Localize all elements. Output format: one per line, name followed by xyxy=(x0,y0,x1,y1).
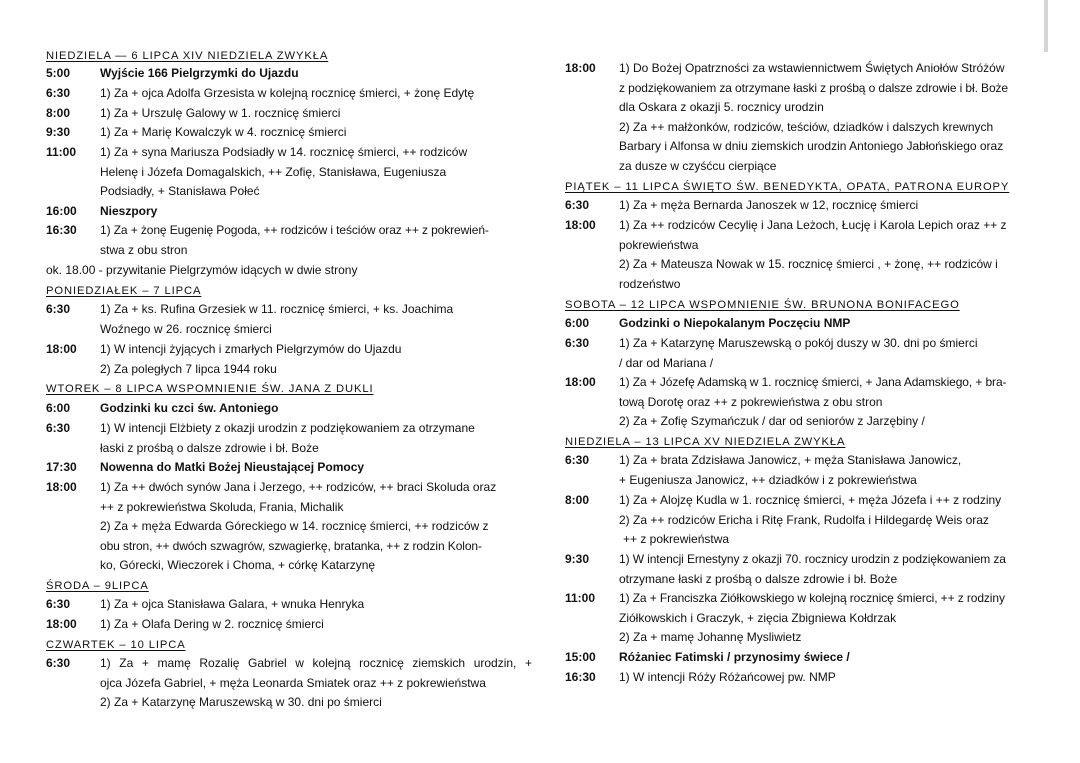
day-header-thursday-10: CZWARTEK – 10 LIPCA xyxy=(46,639,186,651)
mass-intention: 1) Za + ojca Adolfa Grzesista w kolejną rocznicę śmierci, + żonę Edytę xyxy=(100,86,475,100)
mass-time: 18:00 xyxy=(46,617,77,631)
mass-intention-cont: ++ z pokrewieństwa Skoluda, Frania, Michalik xyxy=(100,499,344,514)
mass-time: 11:00 xyxy=(565,591,596,605)
mass-intention: 2) Za ++ małżonków, rodziców, teściów, dziadków i dalszych krewnych xyxy=(619,119,994,134)
mass-intention: 2) Za + Zofię Szymańczuk / dar od seniorów z Jarzębiny / xyxy=(619,414,925,429)
mass-entry xyxy=(46,84,532,104)
mass-time: 8:00 xyxy=(46,106,71,120)
mass-entry xyxy=(46,419,532,458)
day-header-monday-7: PONIEDZIAŁEK – 7 LIPCA xyxy=(46,285,202,297)
mass-intention-cont: Barbary i Alfonsa w dniu ziemskich urodzin Antoniego Jabłońskiego oraz xyxy=(619,139,1004,154)
day-header-sunday-13: NIEDZIELA – 13 LIPCA XV NIEDZIELA ZWYKŁA xyxy=(565,436,846,448)
mass-intention: 1) Za + syna Mariusza Podsiadły w 14. rocznicę śmierci, ++ rodziców xyxy=(100,145,468,159)
mass-intention: 1) W intencji Elżbiety z okazji urodzin z podziękowaniem za otrzymane xyxy=(100,421,475,435)
mass-intention: 1) Za + Alojzę Kudla w 1. rocznicę śmierci, + męża Józefa i ++ z rodziny xyxy=(619,493,1002,507)
mass-entry xyxy=(46,64,532,84)
mass-intention-cont: Ziółkowskich i Graczyk, + zięcia Zbigniewa Kołdrzak xyxy=(619,610,897,625)
note-text: ok. 18.00 - przywitanie Pielgrzymów idących w dwie strony xyxy=(46,263,358,277)
mass-intention-cont: stwa z obu stron xyxy=(100,242,188,257)
mass-intention: 1) W intencji Róży Różańcowej pw. NMP xyxy=(619,670,836,684)
mass-intention: Nowenna do Matki Bożej Nieustającej Pomocy xyxy=(100,460,365,474)
mass-entry xyxy=(46,300,532,339)
mass-intention: 1) Za + Olafa Dering w 2. rocznicę śmierci xyxy=(100,617,324,631)
mass-entry xyxy=(565,491,1065,550)
mass-entry xyxy=(565,314,1065,334)
mass-intention: 2) Za + Mateusza Nowak w 15. rocznicę śmierci , + żonę, ++ rodziców i xyxy=(619,257,998,272)
mass-entry xyxy=(46,399,532,419)
mass-time: 18:00 xyxy=(46,480,77,494)
mass-time: 11:00 xyxy=(46,145,77,159)
mass-entry xyxy=(565,648,1065,668)
mass-entry xyxy=(46,340,532,379)
scrollbar[interactable] xyxy=(1044,0,1048,52)
mass-entry xyxy=(46,458,532,478)
mass-intention-cont: pokrewieństwa xyxy=(619,237,699,252)
pilgrim-note xyxy=(46,261,532,281)
day-header-tuesday-8: WTOREK – 8 LIPCA WSPOMNIENIE ŚW. JANA Z DUKLI xyxy=(46,383,374,395)
mass-time: 6:30 xyxy=(565,336,590,350)
mass-intention: 1) Za + żonę Eugenię Pogoda, ++ rodziców i teściów oraz ++ z pokrewień- xyxy=(100,223,489,237)
mass-time: 16:30 xyxy=(565,670,596,684)
mass-time: 6:30 xyxy=(46,302,71,316)
mass-time: 16:00 xyxy=(46,204,77,218)
mass-intention-cont: ko, Górecki, Wieczorek i Choma, + córkę Katarzynę xyxy=(100,558,376,573)
mass-entry xyxy=(46,104,532,124)
mass-intention: Godzinki o Niepokalanym Poczęciu NMP xyxy=(619,316,851,330)
mass-intention: Różaniec Fatimski / przynosimy świece / xyxy=(619,650,850,664)
mass-intention-cont: + Eugeniusza Janowicz, ++ dziadków i z pokrewieństwa xyxy=(619,472,917,487)
mass-intention: 2) Za + męża Edwarda Góreckiego w 14. rocznicę śmierci, ++ rodziców z xyxy=(100,519,489,534)
mass-intention-cont: z podziękowaniem za otrzymane łaski z prośbą o dalsze zdrowie i bł. Boże xyxy=(619,80,1008,95)
mass-intention: 1) Za + mamę Rozalię Gabriel w kolejną rocznicę ziemskich urodzin, + xyxy=(100,656,532,670)
mass-intention-cont: ++ z pokrewieństwa xyxy=(623,532,730,547)
mass-intention: 1) Za + Marię Kowalczyk w 4. rocznicę śmierci xyxy=(100,125,347,139)
mass-entry xyxy=(46,221,532,260)
mass-time: 16:30 xyxy=(46,223,77,237)
mass-entry xyxy=(565,59,1065,177)
mass-intention-cont: Helenę i Józefa Domagalskich, ++ Zofię, Stanisława, Eugeniusza xyxy=(100,164,447,179)
mass-intention-cont: Podsiadły, + Stanisława Połeć xyxy=(100,184,260,199)
mass-intention: 1) Za + ks. Rufina Grzesiek w 11. rocznicę śmierci, + ks. Joachima xyxy=(100,302,454,316)
mass-time: 9:30 xyxy=(46,125,71,139)
mass-intention-cont: obu stron, ++ dwóch szwagrów, szwagierkę, bratanka, ++ z rodzin Kolon- xyxy=(100,538,482,553)
mass-intention-cont: dla Oskara z okazji 5. rocznicy urodzin xyxy=(619,100,824,115)
mass-intention: 1) Za + Franciszka Ziółkowskiego w kolejną rocznicę śmierci, ++ z rodziny xyxy=(619,591,1005,605)
mass-intention: Nieszpory xyxy=(100,204,158,218)
mass-intention: 1) Do Bożej Opatrzności za wstawiennictwem Świętych Aniołów Stróżów xyxy=(619,61,1005,75)
mass-intention: 1) Za + ojca Stanisława Galara, + wnuka Henryka xyxy=(100,597,365,611)
mass-intention: 2) Za poległych 7 lipca 1944 roku xyxy=(100,361,277,376)
mass-entry xyxy=(565,373,1065,432)
mass-entry xyxy=(46,143,532,202)
mass-intention: Wyjście 166 Pielgrzymki do Ujazdu xyxy=(100,66,299,80)
mass-time: 18:00 xyxy=(46,342,77,356)
mass-time: 17:30 xyxy=(46,460,77,474)
mass-time: 9:30 xyxy=(565,552,590,566)
mass-time: 8:00 xyxy=(565,493,590,507)
mass-intention-cont: Woźnego w 26. rocznicę śmierci xyxy=(100,321,272,336)
mass-time: 15:00 xyxy=(565,650,596,664)
mass-time: 6:00 xyxy=(46,401,71,415)
day-header-friday-11: PIĄTEK – 11 LIPCA ŚWIĘTO ŚW. BENEDYKTA, OPATA, PATRONA EUROPY xyxy=(565,181,1010,193)
day-header-sunday-6: NIEDZIELA — 6 LIPCA XIV NIEDZIELA ZWYKŁA xyxy=(46,50,329,62)
mass-intention: 2) Za ++ rodziców Ericha i Ritę Frank, Rudolfa i Hildegardę Weis oraz xyxy=(619,512,989,527)
day-header-wednesday-9: ŚRODA – 9LIPCA xyxy=(46,580,149,592)
mass-entry xyxy=(46,478,532,576)
mass-intention: 1) W intencji żyjących i zmarłych Pielgrzymów do Ujazdu xyxy=(100,342,402,356)
mass-entry xyxy=(46,615,532,635)
mass-intention: 1) Za + Józefę Adamską w 1. rocznicę śmierci, + Jana Adamskiego, + bra- xyxy=(619,375,1007,389)
mass-intention-cont: tową Dorotę oraz ++ z pokrewieństwa z obu stron xyxy=(619,394,883,409)
mass-time: 18:00 xyxy=(565,375,596,389)
mass-intention: 1) Za + Urszulę Galowy w 1. rocznicę śmierci xyxy=(100,106,341,120)
mass-time: 6:30 xyxy=(46,656,71,670)
mass-time: 6:30 xyxy=(46,421,71,435)
mass-time: 18:00 xyxy=(565,218,596,232)
mass-entry xyxy=(565,196,1065,216)
mass-entry xyxy=(46,202,532,222)
mass-entry xyxy=(565,589,1065,648)
mass-entry xyxy=(565,550,1065,589)
mass-time: 6:30 xyxy=(565,198,590,212)
mass-time: 6:00 xyxy=(565,316,590,330)
mass-intention: 1) Za ++ rodziców Cecylię i Jana Leżoch, Łucję i Karola Lepich oraz ++ z xyxy=(619,218,1007,232)
mass-intention-cont: za dusze w czyśćcu cierpiące xyxy=(619,158,777,173)
mass-intention-cont: rodzeństwo xyxy=(619,276,681,291)
mass-entry xyxy=(46,595,532,615)
mass-intention: 1) W intencji Ernestyny z okazji 70. rocznicy urodzin z podziękowaniem za xyxy=(619,552,1006,566)
mass-time: 18:00 xyxy=(565,61,596,75)
mass-entry xyxy=(46,654,532,713)
mass-intention: 2) Za + Katarzynę Maruszewską w 30. dni po śmierci xyxy=(100,695,382,710)
mass-time: 6:30 xyxy=(565,453,590,467)
mass-intention: 1) Za + Katarzynę Maruszewską o pokój duszy w 30. dni po śmierci xyxy=(619,336,978,350)
mass-intention: Godzinki ku czci św. Antoniego xyxy=(100,401,279,415)
day-header-saturday-12: SOBOTA – 12 LIPCA WSPOMNIENIE ŚW. BRUNONA BONIFACEGO xyxy=(565,299,960,311)
mass-entry xyxy=(565,216,1065,294)
mass-intention-cont: otrzymane łaski z prośbą o dalsze zdrowie i bł. Boże xyxy=(619,571,898,586)
mass-time: 5:00 xyxy=(46,66,71,80)
mass-intention: 1) Za + męża Bernarda Janoszek w 12, rocznicę śmierci xyxy=(619,198,919,212)
mass-time: 6:30 xyxy=(46,597,71,611)
mass-intention: 1) Za ++ dwóch synów Jana i Jerzego, ++ rodziców, ++ braci Skoluda oraz xyxy=(100,480,497,494)
mass-time: 6:30 xyxy=(46,86,71,100)
mass-intention: 1) Za + brata Zdzisława Janowicz, + męża Stanisława Janowicz, xyxy=(619,453,962,467)
mass-intention: 2) Za + mamę Johannę Mysliwietz xyxy=(619,630,802,645)
mass-intention-cont: ojca Józefa Gabriel, + męża Leonarda Smiatek oraz ++ z pokrewieństwa xyxy=(100,675,486,690)
mass-entry xyxy=(565,451,1065,490)
mass-intention-cont: / dar od Mariana / xyxy=(619,355,714,370)
mass-entry xyxy=(565,668,1065,688)
mass-entry xyxy=(565,334,1065,373)
mass-entry xyxy=(46,123,532,143)
mass-intention-cont: łaski z prośbą o dalsze zdrowie i bł. Boże xyxy=(100,440,319,455)
